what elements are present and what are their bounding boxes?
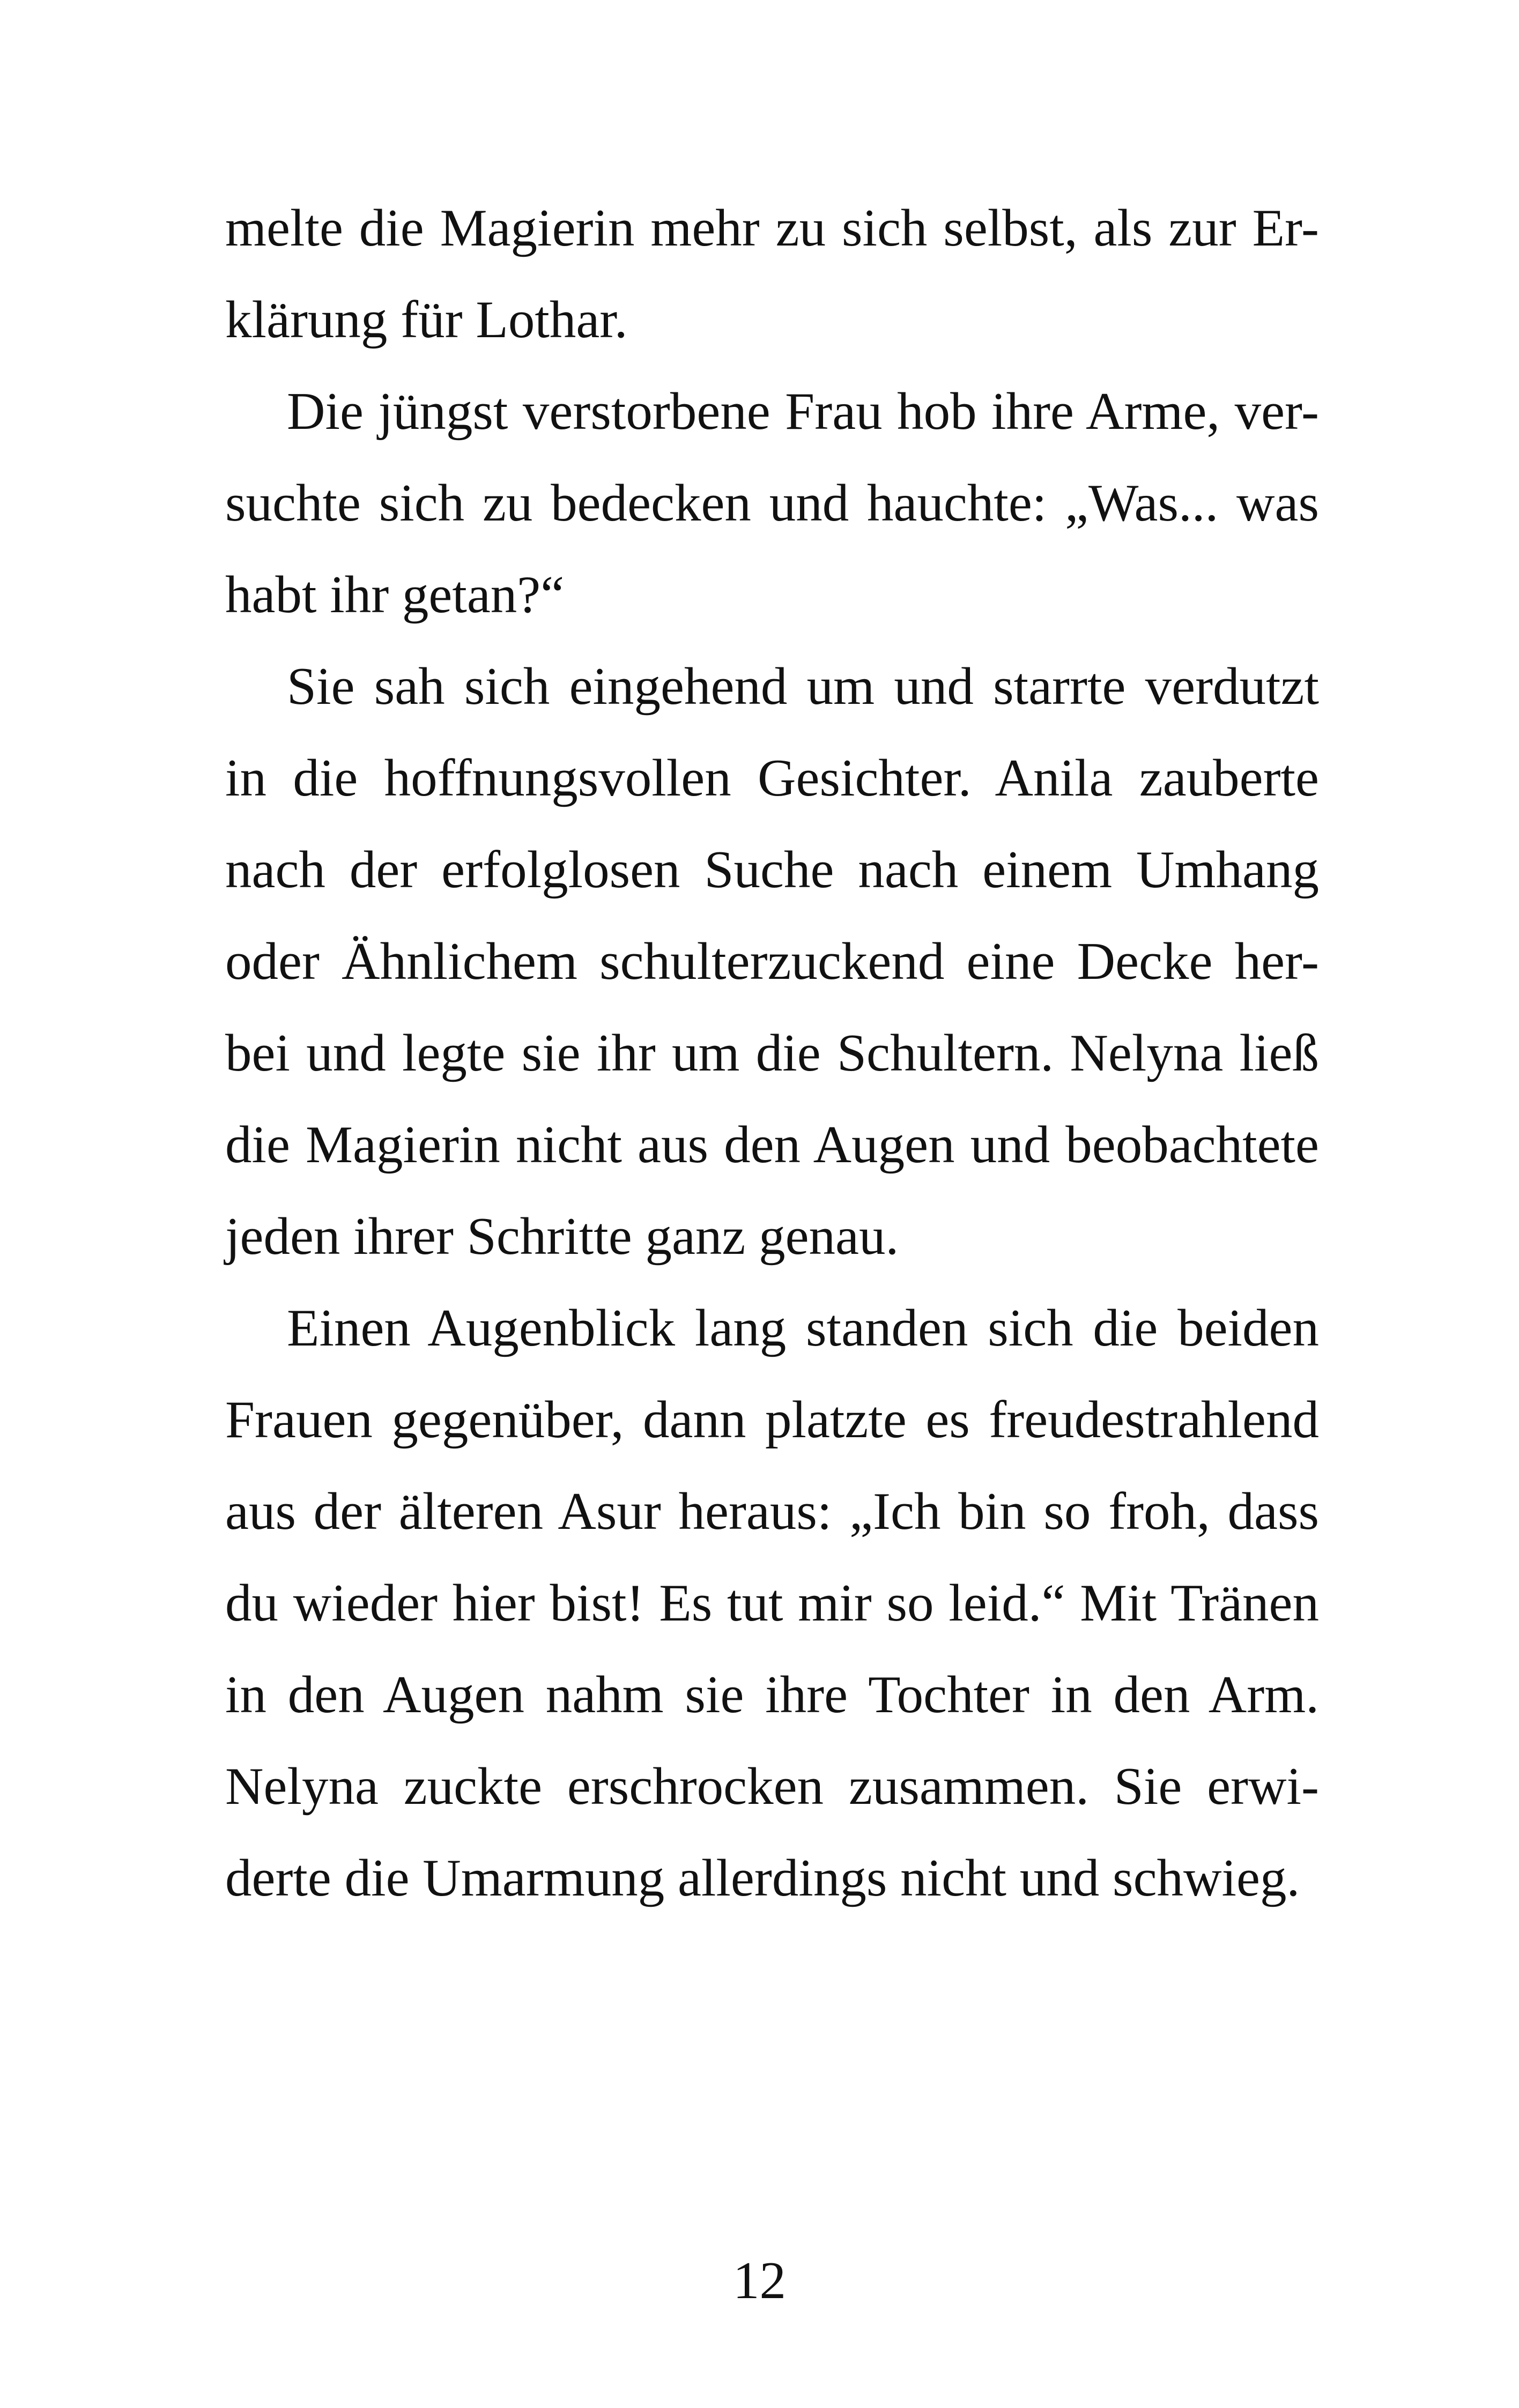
text-line: Die jüngst verstorbene Frau hob ihre Arme, ver- bbox=[287, 382, 1319, 441]
text-line: habt ihr getan?“ bbox=[225, 566, 565, 624]
text-line: Einen Augenblick lang standen sich die beiden bbox=[287, 1299, 1319, 1357]
text-line: nach der erfolglosen Suche nach einem Umhang bbox=[225, 841, 1319, 899]
text-line: klärung für Lothar. bbox=[225, 291, 628, 349]
text-line: bei und legte sie ihr um die Schultern. Nelyna ließ bbox=[225, 1024, 1319, 1082]
text-line: in den Augen nahm sie ihre Tochter in den Arm. bbox=[225, 1666, 1319, 1724]
text-line: Frauen gegenüber, dann platzte es freudestrahlend bbox=[225, 1391, 1319, 1449]
text-line: die Magierin nicht aus den Augen und beobachtete bbox=[225, 1116, 1319, 1174]
text-line: suchte sich zu bedecken und hauchte: „Was... was bbox=[225, 474, 1319, 532]
text-line: aus der älteren Asur heraus: „Ich bin so froh, dass bbox=[225, 1482, 1319, 1541]
text-line: Nelyna zuckte erschrocken zusammen. Sie erwi- bbox=[225, 1757, 1319, 1816]
text-line: Sie sah sich eingehend um und starrte verdutzt bbox=[287, 657, 1319, 716]
body-text bbox=[225, 182, 1319, 1924]
text-line: jeden ihrer Schritte ganz genau. bbox=[225, 1207, 899, 1266]
page-number: 12 bbox=[733, 2251, 786, 2310]
text-line: melte die Magierin mehr zu sich selbst, als zur Er- bbox=[225, 199, 1319, 257]
text-line: in die hoffnungsvollen Gesichter. Anila zauberte bbox=[225, 749, 1319, 807]
text-line: oder Ähnlichem schulterzuckend eine Decke her- bbox=[225, 932, 1319, 991]
text-line: derte die Umarmung allerdings nicht und schwieg. bbox=[225, 1849, 1300, 1907]
text-line: du wieder hier bist! Es tut mir so leid.“ Mit Tränen bbox=[225, 1574, 1319, 1632]
